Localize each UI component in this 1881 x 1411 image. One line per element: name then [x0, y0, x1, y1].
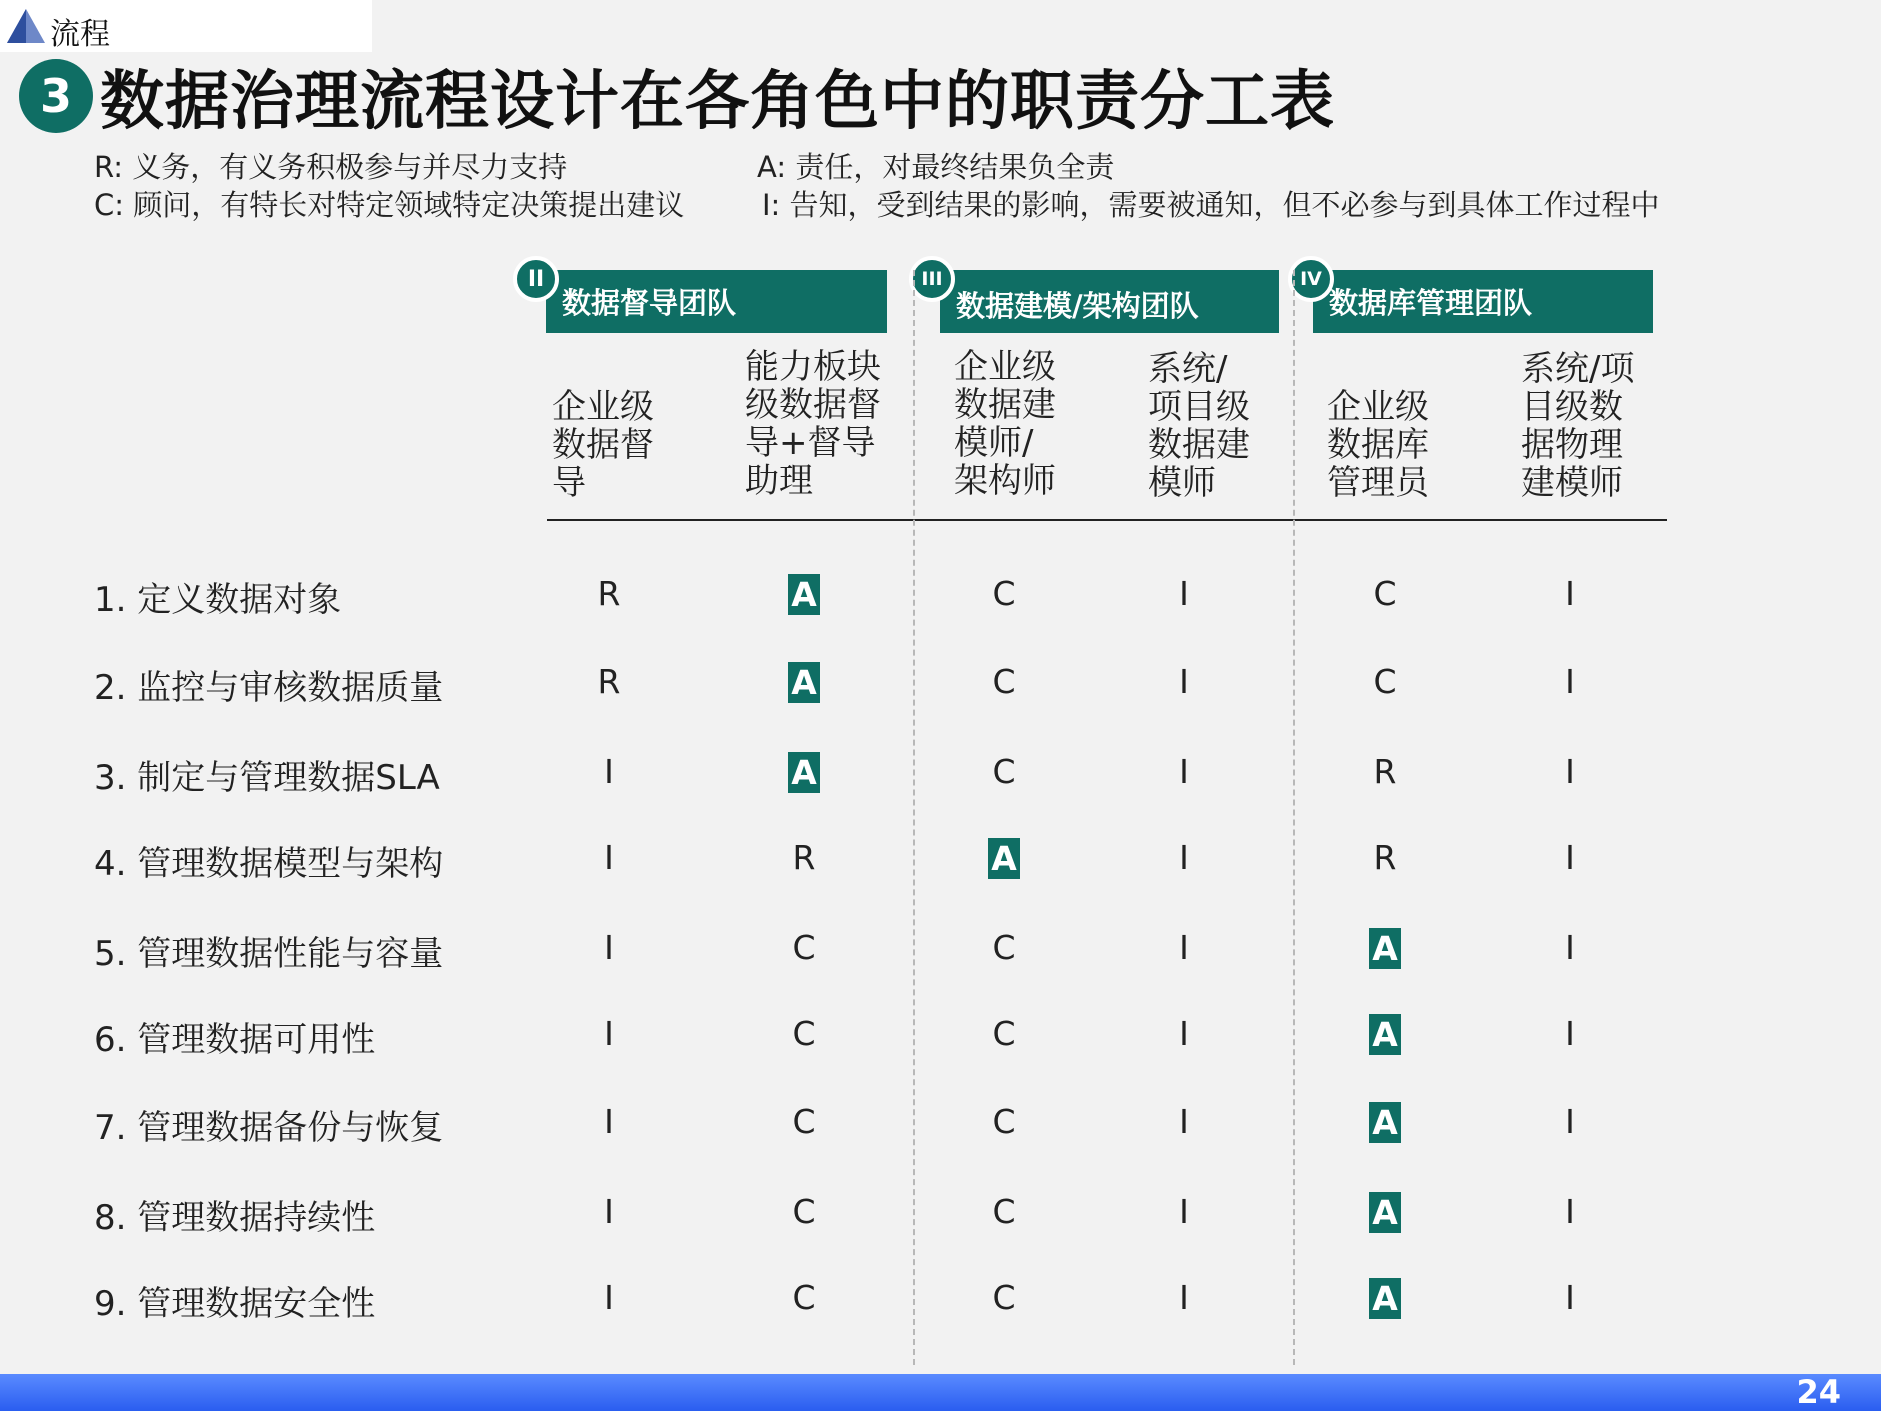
matrix-cell-value: I — [1565, 838, 1575, 877]
column-header — [1521, 350, 1634, 502]
matrix-cell-value: C — [992, 574, 1016, 613]
matrix-cell-value: I — [1179, 1192, 1189, 1231]
matrix-cell — [964, 838, 1044, 879]
column-header-line: 架构师 — [954, 461, 1056, 501]
column-header-line: 导 — [552, 463, 586, 503]
matrix-cell — [1530, 1014, 1610, 1053]
matrix-cell-value: I — [1565, 662, 1575, 701]
header-divider — [547, 519, 1667, 521]
matrix-cell-value: A — [1369, 1192, 1401, 1233]
row-label: 1. 定义数据对象 — [94, 580, 342, 620]
matrix-cell-value: C — [992, 928, 1016, 967]
matrix-cell-value: I — [1565, 574, 1575, 613]
matrix-cell — [964, 1278, 1044, 1317]
matrix-cell-value: R — [1373, 838, 1397, 877]
matrix-cell — [1345, 574, 1425, 613]
matrix-cell-value: A — [1369, 928, 1401, 969]
matrix-cell-value: C — [792, 1102, 816, 1141]
matrix-cell — [764, 662, 844, 703]
matrix-cell — [569, 752, 649, 791]
matrix-cell-value: A — [1369, 1014, 1401, 1055]
column-header-line: 管理员 — [1327, 463, 1429, 503]
matrix-cell — [764, 1014, 844, 1053]
matrix-cell — [764, 574, 844, 615]
matrix-cell-value: C — [792, 1278, 816, 1317]
matrix-cell-value: C — [792, 1192, 816, 1231]
team-label: 数据库管理团队 — [1329, 286, 1533, 320]
team-badge-iv: IV — [1288, 256, 1334, 302]
column-header-line: 数据库 — [1327, 425, 1429, 465]
matrix-cell — [764, 1278, 844, 1317]
matrix-cell — [1144, 752, 1224, 791]
matrix-cell-value: I — [1179, 752, 1189, 791]
column-header — [954, 348, 1056, 500]
matrix-cell — [569, 662, 649, 701]
matrix-cell — [764, 838, 844, 877]
matrix-cell-value: I — [604, 1102, 614, 1141]
column-header-line: 数据建 — [1148, 425, 1250, 465]
matrix-cell-value: I — [1565, 752, 1575, 791]
matrix-cell — [569, 1102, 649, 1141]
column-header-line: 项目级 — [1148, 387, 1250, 427]
matrix-cell — [569, 928, 649, 967]
matrix-cell-value: A — [1369, 1102, 1401, 1143]
matrix-cell — [964, 928, 1044, 967]
matrix-cell-value: R — [597, 574, 621, 613]
matrix-cell-value: C — [992, 1102, 1016, 1141]
column-header-line: 目级数 — [1521, 387, 1623, 427]
matrix-cell — [1530, 1102, 1610, 1141]
matrix-cell — [964, 1014, 1044, 1053]
matrix-cell — [1530, 752, 1610, 791]
legend-i: I: 告知，受到结果的影响，需要被通知，但不必参与到具体工作过程中 — [762, 188, 1660, 222]
team-separator — [913, 270, 915, 1365]
team-label: 数据督导团队 — [562, 286, 737, 320]
section-tag-label: 流程 — [50, 17, 110, 52]
team-label: 数据建模/架构团队 — [956, 289, 1199, 323]
matrix-cell — [964, 1192, 1044, 1231]
column-header-line: 建模师 — [1521, 463, 1623, 503]
matrix-cell-value: C — [992, 1192, 1016, 1231]
column-header-line: 企业级 — [954, 347, 1056, 387]
matrix-cell-value: I — [1565, 1192, 1575, 1231]
matrix-cell-value: R — [597, 662, 621, 701]
matrix-cell-value: C — [992, 752, 1016, 791]
row-label: 2. 监控与审核数据质量 — [94, 668, 444, 708]
row-label: 8. 管理数据持续性 — [94, 1198, 376, 1238]
matrix-cell-value: I — [1179, 928, 1189, 967]
legend-a: A: 责任，对最终结果负全责 — [757, 150, 1115, 184]
matrix-cell — [1345, 752, 1425, 791]
column-header-line: 级数据督 — [745, 385, 881, 425]
column-header — [745, 348, 881, 500]
matrix-cell — [1530, 1278, 1610, 1317]
matrix-cell-value: A — [988, 838, 1020, 879]
footer-bar — [0, 1374, 1881, 1411]
matrix-cell-value: I — [604, 838, 614, 877]
matrix-cell-value: A — [788, 662, 820, 703]
matrix-cell — [1345, 928, 1425, 969]
matrix-cell — [1530, 928, 1610, 967]
column-header-line: 系统/ — [1148, 349, 1228, 389]
matrix-cell — [1345, 1192, 1425, 1233]
matrix-cell — [1345, 662, 1425, 701]
matrix-cell-value: I — [1179, 838, 1189, 877]
legend-r: R: 义务，有义务积极参与并尽力支持 — [94, 150, 568, 184]
matrix-cell-value: I — [1179, 662, 1189, 701]
column-header-line: 数据督 — [552, 425, 654, 465]
column-header-line: 企业级 — [552, 387, 654, 427]
matrix-cell-value: R — [1373, 752, 1397, 791]
matrix-cell — [1144, 1192, 1224, 1231]
matrix-cell — [1345, 1278, 1425, 1319]
column-header-line: 模师/ — [954, 423, 1034, 463]
matrix-cell-value: C — [992, 662, 1016, 701]
matrix-cell — [569, 838, 649, 877]
matrix-cell — [764, 928, 844, 967]
matrix-cell-value: R — [792, 838, 816, 877]
matrix-cell — [1530, 662, 1610, 701]
matrix-cell — [764, 1192, 844, 1231]
matrix-cell-value: I — [1565, 928, 1575, 967]
matrix-cell — [1144, 574, 1224, 613]
team-header-supervision — [546, 270, 887, 333]
team-badge-iii: III — [909, 256, 955, 302]
matrix-cell-value: C — [992, 1278, 1016, 1317]
matrix-cell — [1345, 1014, 1425, 1055]
section-tag — [0, 0, 372, 52]
row-label: 7. 管理数据备份与恢复 — [94, 1108, 444, 1148]
column-header-line: 能力板块 — [745, 347, 881, 387]
matrix-cell — [764, 1102, 844, 1141]
matrix-cell — [964, 662, 1044, 701]
column-header-line: 据物理 — [1521, 425, 1623, 465]
legend-c: C: 顾问，有特长对特定领域特定决策提出建议 — [94, 188, 685, 222]
matrix-cell — [1345, 838, 1425, 877]
matrix-cell-value: I — [1179, 1102, 1189, 1141]
matrix-cell — [569, 1192, 649, 1231]
matrix-cell — [1144, 662, 1224, 701]
matrix-cell — [1144, 1278, 1224, 1317]
team-header-modeling — [940, 270, 1279, 333]
team-separator — [1293, 270, 1295, 1365]
logo-icon — [6, 8, 46, 44]
matrix-cell-value: C — [1373, 574, 1397, 613]
row-label: 3. 制定与管理数据SLA — [94, 758, 440, 798]
column-header-line: 企业级 — [1327, 387, 1429, 427]
step-number-badge: 3 — [19, 59, 93, 133]
column-header-line: 模师 — [1148, 463, 1216, 503]
column-header-line: 数据建 — [954, 385, 1056, 425]
matrix-cell — [569, 574, 649, 613]
matrix-cell-value: I — [604, 1014, 614, 1053]
matrix-cell — [964, 752, 1044, 791]
row-label: 6. 管理数据可用性 — [94, 1020, 376, 1060]
matrix-cell-value: A — [788, 752, 820, 793]
column-header — [1327, 388, 1429, 502]
column-header-line: 导+督导 — [745, 423, 876, 463]
row-label: 9. 管理数据安全性 — [94, 1284, 376, 1324]
matrix-cell-value: A — [788, 574, 820, 615]
matrix-cell — [764, 752, 844, 793]
matrix-cell — [1144, 1102, 1224, 1141]
matrix-cell — [1530, 838, 1610, 877]
matrix-cell — [964, 1102, 1044, 1141]
team-header-dba — [1313, 270, 1653, 333]
row-label: 4. 管理数据模型与架构 — [94, 844, 444, 884]
page-number: 24 — [1796, 1373, 1841, 1411]
matrix-cell-value: I — [604, 752, 614, 791]
matrix-cell-value: I — [604, 928, 614, 967]
matrix-cell-value: C — [792, 928, 816, 967]
matrix-cell-value: I — [1565, 1102, 1575, 1141]
matrix-cell — [1144, 838, 1224, 877]
page-title: 数据治理流程设计在各角色中的职责分工表 — [100, 65, 1335, 139]
matrix-cell — [1345, 1102, 1425, 1143]
matrix-cell — [1144, 928, 1224, 967]
matrix-cell-value: C — [992, 1014, 1016, 1053]
matrix-cell-value: I — [604, 1192, 614, 1231]
row-label: 5. 管理数据性能与容量 — [94, 934, 444, 974]
matrix-cell-value: I — [1179, 1278, 1189, 1317]
column-header-line: 助理 — [745, 461, 813, 501]
matrix-cell-value: A — [1369, 1278, 1401, 1319]
matrix-cell — [1530, 1192, 1610, 1231]
matrix-cell — [964, 574, 1044, 613]
matrix-cell — [569, 1014, 649, 1053]
column-header-line: 系统/项 — [1521, 349, 1635, 389]
matrix-cell-value: I — [604, 1278, 614, 1317]
matrix-cell-value: I — [1179, 574, 1189, 613]
matrix-cell-value: I — [1565, 1014, 1575, 1053]
matrix-cell — [569, 1278, 649, 1317]
matrix-cell-value: I — [1565, 1278, 1575, 1317]
matrix-cell — [1530, 574, 1610, 613]
matrix-cell-value: I — [1179, 1014, 1189, 1053]
matrix-cell-value: C — [792, 1014, 816, 1053]
matrix-cell — [1144, 1014, 1224, 1053]
column-header — [1148, 350, 1250, 502]
matrix-cell-value: C — [1373, 662, 1397, 701]
team-badge-ii: II — [513, 256, 559, 302]
column-header — [552, 388, 654, 502]
